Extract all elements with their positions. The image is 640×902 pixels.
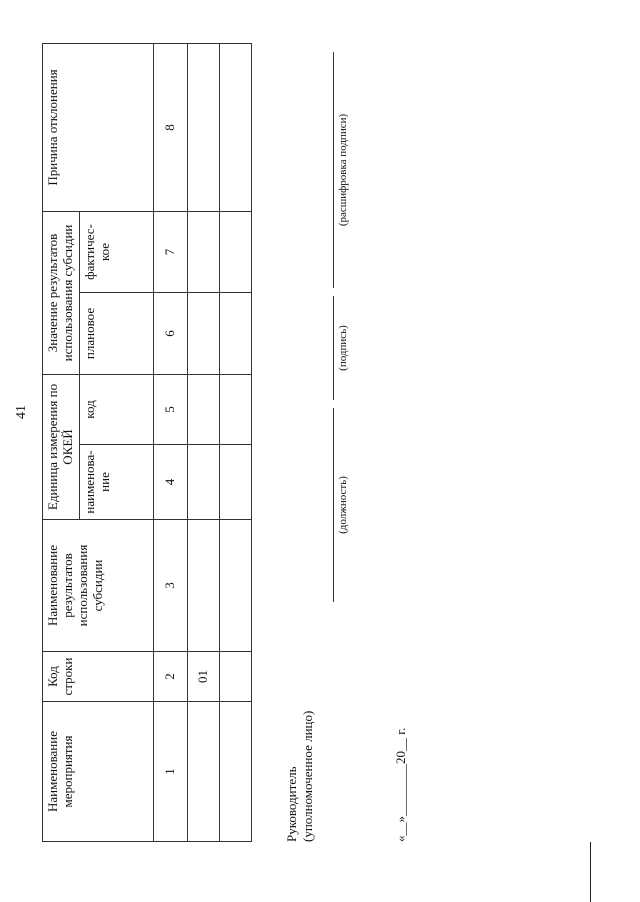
column-number: 6 [153, 292, 187, 374]
transcript-caption: (расшифровка подписи) [337, 113, 349, 227]
column-number: 3 [153, 520, 187, 652]
header-result-values: Значение результатов использования субсидии [43, 211, 80, 374]
header-okei-unit: Единица измерения по ОКЕЙ [43, 374, 80, 519]
cell-row-code [219, 652, 251, 702]
report-table [42, 43, 252, 842]
head-label-title: Руководитель [284, 766, 299, 842]
cell-planned [219, 292, 251, 374]
cell-row-code: 01 [187, 652, 219, 702]
cell-planned [187, 292, 219, 374]
header-actual: фактичес-кое [80, 211, 153, 292]
signature-line [333, 296, 334, 400]
head-label-subtitle: (уполномоченное лицо) [299, 710, 315, 842]
header-deviation-reason: Причина отклонения [43, 43, 154, 211]
page-number: 41 [14, 405, 29, 419]
cell-actual [219, 211, 251, 292]
scan-edge-line [590, 842, 591, 902]
position-line [333, 408, 334, 602]
rotated-page [0, 42, 600, 902]
head-label [284, 642, 315, 842]
column-number: 8 [153, 43, 187, 211]
header-okei-code: код [80, 374, 153, 444]
column-number: 1 [153, 702, 187, 842]
cell-deviation-reason [187, 43, 219, 211]
header-planned: плановое [80, 292, 153, 374]
header-results-name: Наименование результатов использования субсидии [43, 520, 154, 652]
column-number: 4 [153, 445, 187, 520]
table-row [219, 43, 251, 841]
column-number: 5 [153, 374, 187, 444]
signature-caption: (подпись) [337, 325, 349, 371]
position-caption: (должность) [337, 476, 349, 534]
transcript-line [333, 52, 334, 288]
table-row [187, 43, 219, 841]
cell-deviation-reason [219, 43, 251, 211]
column-number: 7 [153, 211, 187, 292]
cell-event-name [219, 702, 251, 842]
header-event-name: Наименование мероприятия [43, 702, 154, 842]
cell-okei-code [187, 374, 219, 444]
header-row-code: Код строки [43, 652, 154, 702]
cell-actual [187, 211, 219, 292]
cell-okei-name [187, 445, 219, 520]
cell-okei-name [219, 445, 251, 520]
cell-event-name [187, 702, 219, 842]
cell-results-name [219, 520, 251, 652]
header-okei-name: наименова-ние [80, 445, 153, 520]
cell-results-name [187, 520, 219, 652]
date-line: «__»________20__ г. [393, 727, 408, 842]
cell-okei-code [219, 374, 251, 444]
column-number: 2 [153, 652, 187, 702]
